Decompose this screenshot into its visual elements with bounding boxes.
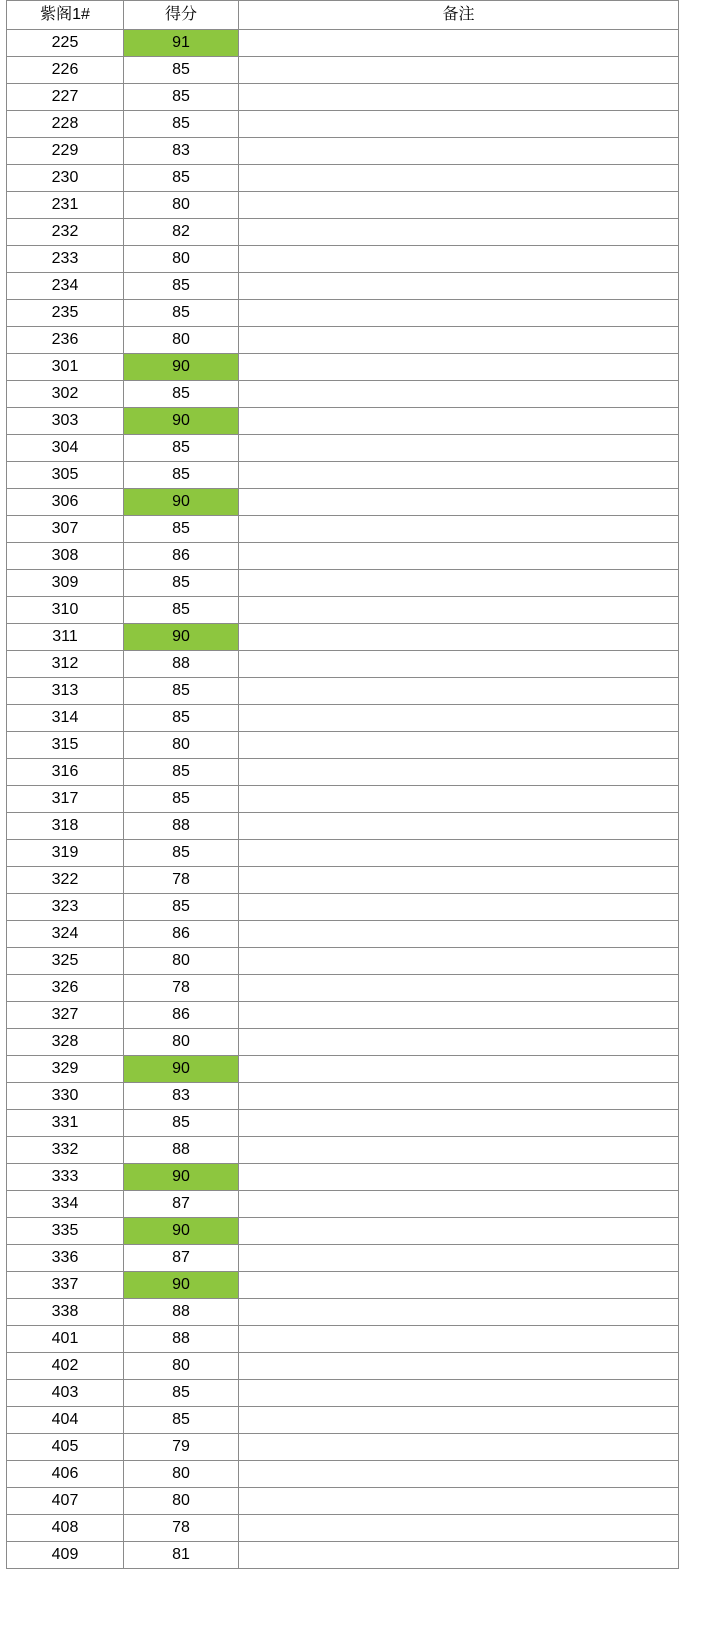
cell-remark	[239, 408, 679, 435]
header-remark: 备注	[239, 1, 679, 30]
cell-score: 78	[124, 1515, 239, 1542]
table-row	[7, 597, 679, 624]
cell-remark	[239, 516, 679, 543]
cell-remark	[239, 840, 679, 867]
cell-score: 80	[124, 1461, 239, 1488]
table-row	[7, 678, 679, 705]
table-row	[7, 489, 679, 516]
cell-room: 229	[7, 138, 124, 165]
score-table-body	[7, 1, 679, 1569]
cell-remark	[239, 867, 679, 894]
cell-room: 316	[7, 759, 124, 786]
cell-room: 401	[7, 1326, 124, 1353]
cell-room: 328	[7, 1029, 124, 1056]
table-row	[7, 57, 679, 84]
table-row	[7, 1434, 679, 1461]
cell-remark	[239, 111, 679, 138]
cell-room: 318	[7, 813, 124, 840]
cell-remark	[239, 1191, 679, 1218]
cell-score: 85	[124, 462, 239, 489]
cell-remark	[239, 759, 679, 786]
table-row	[7, 111, 679, 138]
cell-remark	[239, 1083, 679, 1110]
cell-room: 315	[7, 732, 124, 759]
cell-remark	[239, 1515, 679, 1542]
cell-score: 80	[124, 1488, 239, 1515]
cell-room: 335	[7, 1218, 124, 1245]
cell-score: 85	[124, 1110, 239, 1137]
table-row	[7, 732, 679, 759]
cell-room: 334	[7, 1191, 124, 1218]
cell-score: 78	[124, 867, 239, 894]
table-row	[7, 1002, 679, 1029]
table-row	[7, 1380, 679, 1407]
cell-remark	[239, 165, 679, 192]
cell-remark	[239, 1056, 679, 1083]
header-score: 得分	[124, 1, 239, 30]
cell-score: 88	[124, 813, 239, 840]
cell-remark	[239, 1002, 679, 1029]
cell-score: 90	[124, 408, 239, 435]
cell-room: 227	[7, 84, 124, 111]
cell-score: 85	[124, 516, 239, 543]
cell-room: 233	[7, 246, 124, 273]
cell-score: 85	[124, 165, 239, 192]
table-row	[7, 1191, 679, 1218]
cell-remark	[239, 1434, 679, 1461]
cell-remark	[239, 354, 679, 381]
table-row	[7, 138, 679, 165]
cell-room: 333	[7, 1164, 124, 1191]
cell-score: 90	[124, 624, 239, 651]
cell-room: 312	[7, 651, 124, 678]
cell-remark	[239, 786, 679, 813]
cell-remark	[239, 381, 679, 408]
table-row	[7, 651, 679, 678]
cell-remark	[239, 813, 679, 840]
cell-score: 86	[124, 921, 239, 948]
cell-remark	[239, 732, 679, 759]
cell-remark	[239, 1407, 679, 1434]
cell-score: 85	[124, 705, 239, 732]
header-room: 紫阁1#	[7, 1, 124, 30]
cell-room: 329	[7, 1056, 124, 1083]
table-row	[7, 273, 679, 300]
table-row	[7, 1110, 679, 1137]
cell-room: 303	[7, 408, 124, 435]
cell-score: 85	[124, 300, 239, 327]
cell-room: 326	[7, 975, 124, 1002]
cell-room: 319	[7, 840, 124, 867]
cell-room: 337	[7, 1272, 124, 1299]
cell-room: 407	[7, 1488, 124, 1515]
cell-room: 306	[7, 489, 124, 516]
table-row	[7, 759, 679, 786]
cell-room: 325	[7, 948, 124, 975]
cell-room: 311	[7, 624, 124, 651]
cell-room: 228	[7, 111, 124, 138]
cell-room: 232	[7, 219, 124, 246]
cell-room: 313	[7, 678, 124, 705]
cell-remark	[239, 1137, 679, 1164]
table-row	[7, 1164, 679, 1191]
table-row	[7, 786, 679, 813]
cell-remark	[239, 435, 679, 462]
cell-remark	[239, 138, 679, 165]
cell-room: 332	[7, 1137, 124, 1164]
cell-room: 234	[7, 273, 124, 300]
table-row	[7, 1407, 679, 1434]
table-row	[7, 840, 679, 867]
cell-room: 308	[7, 543, 124, 570]
table-row	[7, 1299, 679, 1326]
cell-score: 80	[124, 246, 239, 273]
cell-remark	[239, 1245, 679, 1272]
cell-room: 327	[7, 1002, 124, 1029]
table-row	[7, 192, 679, 219]
cell-remark	[239, 300, 679, 327]
cell-score: 85	[124, 840, 239, 867]
table-row	[7, 516, 679, 543]
cell-score: 87	[124, 1245, 239, 1272]
cell-remark	[239, 678, 679, 705]
cell-room: 226	[7, 57, 124, 84]
table-row	[7, 300, 679, 327]
cell-score: 88	[124, 1326, 239, 1353]
cell-remark	[239, 1353, 679, 1380]
table-row	[7, 1326, 679, 1353]
cell-room: 225	[7, 30, 124, 57]
table-row	[7, 1515, 679, 1542]
table-row	[7, 30, 679, 57]
cell-score: 90	[124, 354, 239, 381]
cell-remark	[239, 1488, 679, 1515]
table-row	[7, 543, 679, 570]
table-row	[7, 84, 679, 111]
cell-room: 404	[7, 1407, 124, 1434]
cell-room: 408	[7, 1515, 124, 1542]
cell-remark	[239, 462, 679, 489]
cell-score: 85	[124, 759, 239, 786]
cell-score: 85	[124, 84, 239, 111]
cell-score: 85	[124, 435, 239, 462]
table-row	[7, 894, 679, 921]
cell-remark	[239, 1110, 679, 1137]
cell-remark	[239, 1164, 679, 1191]
cell-score: 85	[124, 597, 239, 624]
cell-score: 90	[124, 1218, 239, 1245]
cell-remark	[239, 1326, 679, 1353]
cell-score: 90	[124, 489, 239, 516]
cell-room: 230	[7, 165, 124, 192]
cell-room: 336	[7, 1245, 124, 1272]
cell-remark	[239, 543, 679, 570]
cell-score: 90	[124, 1164, 239, 1191]
cell-score: 80	[124, 192, 239, 219]
cell-room: 330	[7, 1083, 124, 1110]
cell-remark	[239, 1542, 679, 1569]
table-row	[7, 1218, 679, 1245]
cell-remark	[239, 894, 679, 921]
table-row	[7, 327, 679, 354]
table-row	[7, 408, 679, 435]
table-row	[7, 867, 679, 894]
table-row	[7, 813, 679, 840]
table-row	[7, 1488, 679, 1515]
cell-score: 85	[124, 786, 239, 813]
cell-remark	[239, 948, 679, 975]
cell-room: 305	[7, 462, 124, 489]
cell-room: 309	[7, 570, 124, 597]
cell-score: 85	[124, 894, 239, 921]
table-row	[7, 1056, 679, 1083]
cell-room: 338	[7, 1299, 124, 1326]
cell-room: 317	[7, 786, 124, 813]
cell-score: 82	[124, 219, 239, 246]
table-row	[7, 165, 679, 192]
cell-remark	[239, 624, 679, 651]
cell-remark	[239, 489, 679, 516]
cell-score: 88	[124, 1137, 239, 1164]
cell-room: 322	[7, 867, 124, 894]
cell-room: 323	[7, 894, 124, 921]
cell-remark	[239, 1272, 679, 1299]
cell-room: 314	[7, 705, 124, 732]
cell-score: 86	[124, 1002, 239, 1029]
table-row	[7, 975, 679, 1002]
table-row	[7, 1029, 679, 1056]
cell-room: 406	[7, 1461, 124, 1488]
cell-score: 85	[124, 678, 239, 705]
table-row	[7, 381, 679, 408]
cell-remark	[239, 1029, 679, 1056]
table-row	[7, 1542, 679, 1569]
cell-remark	[239, 219, 679, 246]
cell-room: 409	[7, 1542, 124, 1569]
table-row	[7, 570, 679, 597]
cell-score: 86	[124, 543, 239, 570]
cell-room: 235	[7, 300, 124, 327]
cell-room: 304	[7, 435, 124, 462]
cell-room: 403	[7, 1380, 124, 1407]
cell-score: 85	[124, 111, 239, 138]
cell-score: 85	[124, 570, 239, 597]
cell-score: 80	[124, 732, 239, 759]
cell-remark	[239, 1380, 679, 1407]
cell-score: 80	[124, 948, 239, 975]
table-row	[7, 921, 679, 948]
table-row	[7, 1461, 679, 1488]
table-row	[7, 246, 679, 273]
cell-score: 91	[124, 30, 239, 57]
cell-remark	[239, 570, 679, 597]
table-row	[7, 354, 679, 381]
table-row	[7, 948, 679, 975]
cell-score: 78	[124, 975, 239, 1002]
cell-score: 83	[124, 138, 239, 165]
table-row	[7, 462, 679, 489]
cell-score: 80	[124, 327, 239, 354]
cell-room: 324	[7, 921, 124, 948]
cell-room: 236	[7, 327, 124, 354]
cell-score: 83	[124, 1083, 239, 1110]
cell-room: 405	[7, 1434, 124, 1461]
cell-room: 301	[7, 354, 124, 381]
cell-score: 81	[124, 1542, 239, 1569]
cell-room: 231	[7, 192, 124, 219]
cell-score: 85	[124, 1407, 239, 1434]
cell-remark	[239, 921, 679, 948]
cell-remark	[239, 1218, 679, 1245]
cell-remark	[239, 597, 679, 624]
cell-remark	[239, 57, 679, 84]
cell-score: 85	[124, 273, 239, 300]
cell-room: 302	[7, 381, 124, 408]
cell-remark	[239, 975, 679, 1002]
cell-score: 85	[124, 57, 239, 84]
cell-score: 80	[124, 1029, 239, 1056]
cell-remark	[239, 273, 679, 300]
cell-remark	[239, 192, 679, 219]
cell-score: 90	[124, 1272, 239, 1299]
cell-score: 85	[124, 1380, 239, 1407]
table-row	[7, 1137, 679, 1164]
cell-room: 310	[7, 597, 124, 624]
score-table	[6, 0, 679, 1569]
table-header-row	[7, 1, 679, 30]
cell-score: 88	[124, 651, 239, 678]
cell-remark	[239, 1299, 679, 1326]
cell-score: 88	[124, 1299, 239, 1326]
cell-room: 331	[7, 1110, 124, 1137]
cell-score: 80	[124, 1353, 239, 1380]
cell-remark	[239, 1461, 679, 1488]
table-row	[7, 435, 679, 462]
table-row	[7, 1272, 679, 1299]
cell-room: 402	[7, 1353, 124, 1380]
table-row	[7, 705, 679, 732]
table-row	[7, 1245, 679, 1272]
cell-remark	[239, 246, 679, 273]
cell-score: 87	[124, 1191, 239, 1218]
cell-room: 307	[7, 516, 124, 543]
table-row	[7, 219, 679, 246]
table-row	[7, 1083, 679, 1110]
cell-score: 79	[124, 1434, 239, 1461]
cell-score: 90	[124, 1056, 239, 1083]
cell-remark	[239, 651, 679, 678]
table-row	[7, 1353, 679, 1380]
cell-remark	[239, 30, 679, 57]
cell-remark	[239, 705, 679, 732]
cell-score: 85	[124, 381, 239, 408]
cell-remark	[239, 327, 679, 354]
cell-remark	[239, 84, 679, 111]
table-row	[7, 624, 679, 651]
